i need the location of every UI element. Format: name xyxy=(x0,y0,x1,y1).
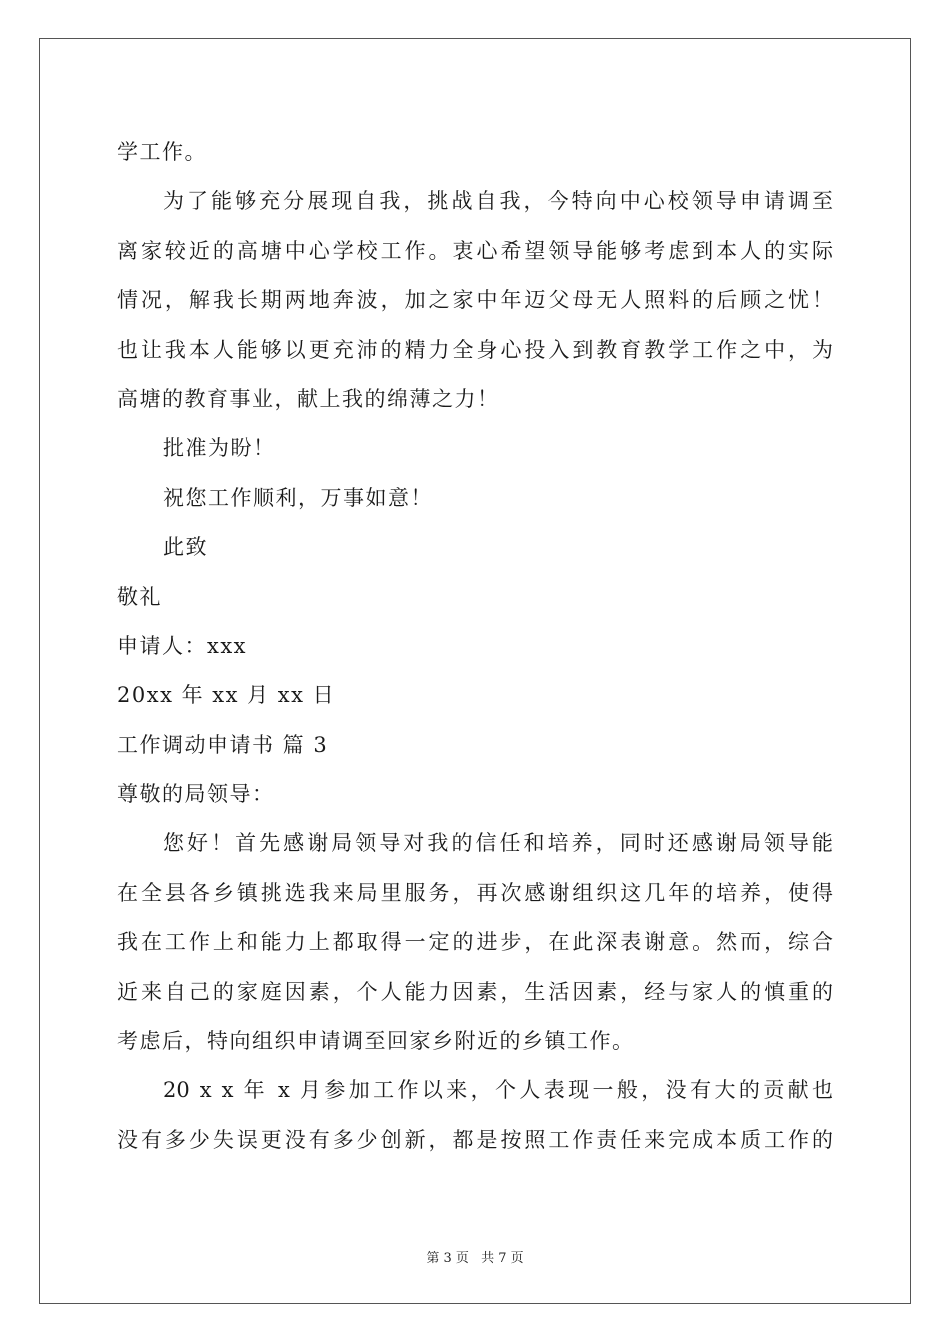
text-line: 也让我本人能够以更充沛的精力全身心投入到教育教学工作之中，为 xyxy=(117,337,833,362)
text-line: 为了能够充分展现自我，挑战自我，今特向中心校领导申请调至 xyxy=(163,189,833,214)
page-number: 第 3 页 xyxy=(426,1251,469,1266)
text-line: 此致 xyxy=(163,535,208,560)
text-line: 尊敬的局领导： xyxy=(117,782,275,807)
text-line: 20 x x 年 x 月参加工作以来，个人表现一般，没有大的贡献也 xyxy=(163,1078,833,1103)
text-line: 离家较近的高塘中心学校工作。衷心希望领导能够考虑到本人的实际 xyxy=(117,238,833,263)
text-line: 近来自己的家庭因素，个人能力因素，生活因素，经与家人的慎重的 xyxy=(117,979,833,1004)
text-line: 在全县各乡镇挑选我来局里服务，再次感谢组织这几年的培养，使得 xyxy=(117,880,833,905)
text-line: 没有多少失误更没有多少创新，都是按照工作责任来完成本质工作的 xyxy=(117,1127,833,1152)
text-line: 学工作。 xyxy=(117,140,207,164)
text-line: 您好！首先感谢局领导对我的信任和培养，同时还感谢局领导能 xyxy=(163,831,833,856)
page-total: 共 7 页 xyxy=(481,1251,524,1266)
text-line: 情况，解我长期两地奔波，加之家中年迈父母无人照料的后顾之忧！ xyxy=(117,288,833,313)
text-line: 我在工作上和能力上都取得一定的进步，在此深表谢意。然而，综合 xyxy=(117,930,833,955)
text-line: 祝您工作顺利，万事如意！ xyxy=(163,485,433,510)
text-line: 批准为盼！ xyxy=(163,436,276,461)
text-line: 考虑后，特向组织申请调至回家乡附近的乡镇工作。 xyxy=(117,1029,635,1054)
document-body xyxy=(117,128,833,1165)
text-line: 工作调动申请书 篇 3 xyxy=(117,732,329,757)
text-line: 申请人：xxx xyxy=(117,633,248,658)
text-line: 敬礼 xyxy=(117,584,162,609)
page-footer xyxy=(0,1247,950,1266)
text-line: 高塘的教育事业，献上我的绵薄之力！ xyxy=(117,386,500,411)
text-line: 20xx 年 xx 月 xx 日 xyxy=(117,683,336,708)
